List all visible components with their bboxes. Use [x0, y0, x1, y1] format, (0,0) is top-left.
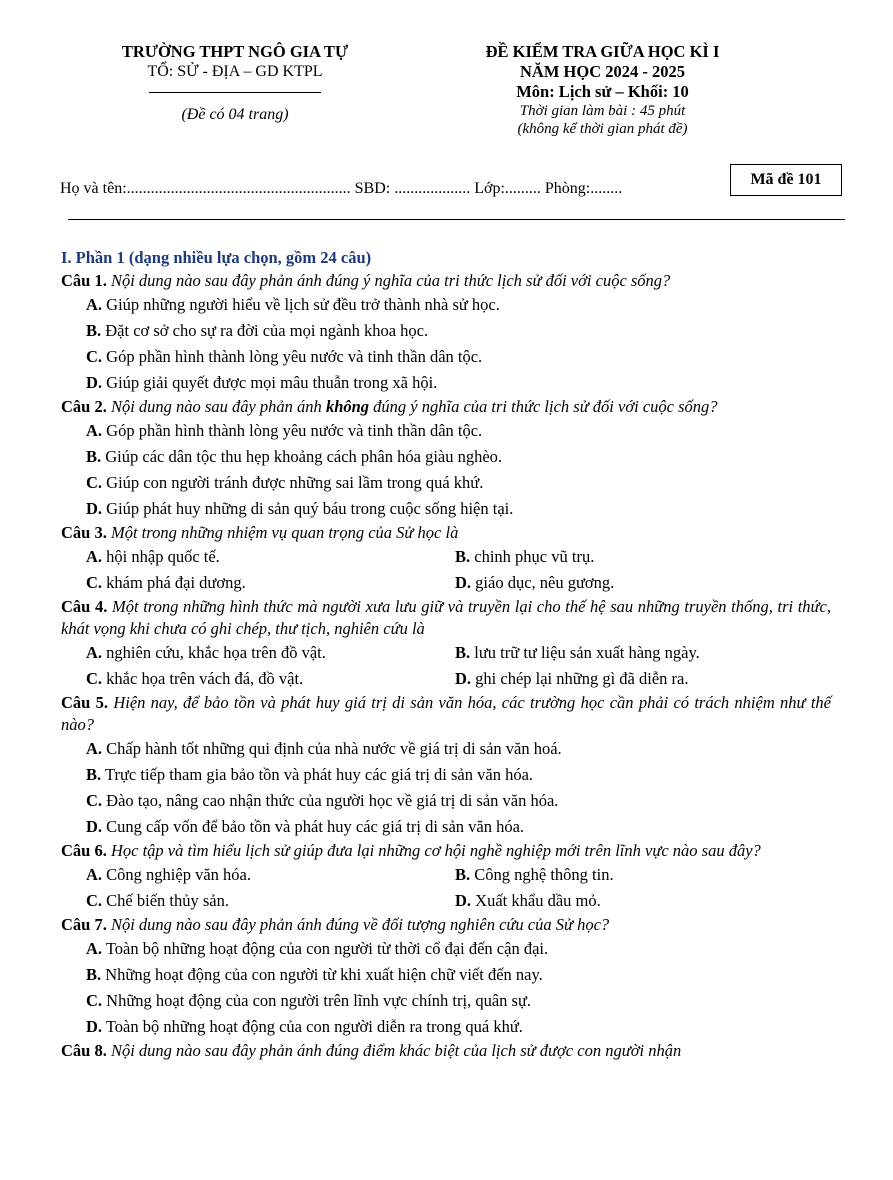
- option-text: nghiên cứu, khắc họa trên đồ vật.: [106, 643, 326, 662]
- option-d: [86, 814, 831, 840]
- option-letter: C.: [86, 573, 103, 592]
- exam-content: [61, 246, 831, 1062]
- question-1: [61, 270, 831, 396]
- question-label: Câu 6.: [61, 841, 107, 860]
- header-divider: [68, 219, 845, 220]
- option-text: Những hoạt động của con người từ khi xuất hiện chữ viết đến nay.: [105, 965, 543, 984]
- header-rule: [149, 92, 321, 93]
- option-letter: C.: [86, 991, 103, 1010]
- option-text: Giúp những người hiểu về lịch sử đều trở thành nhà sử học.: [106, 295, 500, 314]
- option-d: [455, 666, 824, 692]
- option-text: Đào tạo, nâng cao nhận thức của người học về giá trị di sản văn hóa.: [106, 791, 559, 810]
- option-text: Toàn bộ những hoạt động của con người từ thời cổ đại đến cận đại.: [105, 939, 549, 958]
- option-text: chinh phục vũ trụ.: [474, 547, 595, 566]
- option-text: Giúp giải quyết được mọi mâu thuẫn trong xã hội.: [106, 373, 438, 392]
- option-letter: B.: [86, 447, 102, 466]
- stem-emphasis: không: [325, 397, 370, 416]
- option-text: Chấp hành tốt những qui định của nhà nước về giá trị di sản văn hoá.: [106, 739, 562, 758]
- option-letter: B.: [86, 765, 102, 784]
- question-stem: Nội dung nào sau đây phản ánh đúng điểm khác biệt của lịch sử được con người nhận: [110, 1041, 682, 1060]
- option-c: [86, 988, 831, 1014]
- school-year: NĂM HỌC 2024 - 2025: [520, 62, 685, 81]
- option-text: Công nghệ thông tin.: [474, 865, 614, 884]
- option-text: hội nhập quốc tế.: [106, 547, 220, 566]
- option-a: [86, 736, 831, 762]
- question-stem: [111, 397, 718, 416]
- option-letter: C.: [86, 891, 103, 910]
- student-info-line: Họ và tên:........................................................ SBD: ................... Lớp:......... Phòng:........: [60, 180, 623, 197]
- option-letter: C.: [86, 791, 103, 810]
- option-letter: A.: [86, 643, 103, 662]
- option-a: [86, 936, 831, 962]
- question-2: [61, 396, 831, 522]
- question-6: [61, 840, 831, 914]
- option-letter: D.: [86, 373, 103, 392]
- option-text: khắc họa trên vách đá, đồ vật.: [106, 669, 304, 688]
- exam-title: ĐỀ KIỂM TRA GIỮA HỌC KÌ I: [485, 42, 720, 61]
- question-stem: Học tập và tìm hiểu lịch sử giúp đưa lại những cơ hội nghề nghiệp mới trên lĩnh vực nào sau đây?: [110, 841, 761, 860]
- option-letter: C.: [86, 669, 103, 688]
- question-3: [61, 522, 831, 596]
- option-text: Công nghiệp văn hóa.: [106, 865, 251, 884]
- option-letter: D.: [455, 573, 472, 592]
- option-text: giáo dục, nêu gương.: [475, 573, 615, 592]
- option-text: lưu trữ tư liệu sản xuất hàng ngày.: [474, 643, 700, 662]
- question-label: Câu 8.: [61, 1041, 107, 1060]
- option-d: [86, 496, 831, 522]
- option-letter: A.: [86, 939, 103, 958]
- option-text: Cung cấp vốn để bảo tồn và phát huy các giá trị di sản văn hóa.: [106, 817, 525, 836]
- option-text: khám phá đại dương.: [106, 573, 246, 592]
- time-limit: Thời gian làm bài : 45 phút: [519, 103, 686, 119]
- option-letter: D.: [86, 1017, 103, 1036]
- department-name: TỔ: SỬ - ĐỊA – GD KTPL: [147, 63, 323, 80]
- option-text: Trực tiếp tham gia bảo tồn và phát huy các giá trị di sản văn hóa.: [104, 765, 534, 784]
- option-d: [455, 888, 824, 914]
- option-letter: A.: [86, 739, 103, 758]
- header-right: [450, 42, 755, 138]
- option-text: Góp phần hình thành lòng yêu nước và tinh thần dân tộc.: [106, 421, 483, 440]
- question-4: [61, 596, 831, 692]
- option-c: [86, 344, 831, 370]
- option-b: [455, 640, 824, 666]
- question-stem: Hiện nay, để bảo tồn và phát huy giá trị di sản văn hóa, các trường học cần phải có trách nhiệm như thế nào?: [61, 693, 832, 734]
- question-stem: Một trong những hình thức mà người xưa lưu giữ và truyền lại cho thế hệ sau những truyền thống, tri thức, khát vọng khi chưa có ghi chép, thư tịch, nghiên cứu là: [61, 597, 831, 638]
- option-a: [86, 292, 831, 318]
- stem-part: đúng ý nghĩa của tri thức lịch sử đối với cuộc sống?: [369, 397, 718, 416]
- question-label: Câu 2.: [61, 397, 107, 416]
- option-text: Giúp phát huy những di sản quý báu trong cuộc sống hiện tại.: [106, 499, 514, 518]
- school-name: TRƯỜNG THPT NGÔ GIA TỰ: [121, 42, 349, 61]
- option-c: [86, 470, 831, 496]
- option-a: [86, 640, 455, 666]
- option-letter: B.: [455, 547, 471, 566]
- option-letter: B.: [455, 643, 471, 662]
- subject-grade: Môn: Lịch sử – Khối: 10: [516, 82, 689, 101]
- option-a: [86, 544, 455, 570]
- option-letter: D.: [86, 817, 103, 836]
- option-letter: C.: [86, 473, 103, 492]
- question-8: [61, 1040, 831, 1062]
- option-letter: B.: [86, 321, 102, 340]
- option-b: [455, 544, 824, 570]
- header-left: [60, 42, 410, 125]
- question-5: [61, 692, 831, 840]
- option-letter: A.: [86, 421, 103, 440]
- option-a: [86, 418, 831, 444]
- option-b: [86, 444, 831, 470]
- option-text: Những hoạt động của con người trên lĩnh vực chính trị, quân sự.: [106, 991, 532, 1010]
- option-c: [86, 888, 455, 914]
- option-b: [86, 762, 831, 788]
- time-note: (không kể thời gian phát đề): [517, 121, 688, 137]
- option-letter: D.: [86, 499, 103, 518]
- option-c: [86, 666, 455, 692]
- exam-code-box: Mã đề 101: [730, 164, 842, 196]
- stem-part: Nội dung nào sau đây phản ánh: [110, 397, 326, 416]
- option-letter: A.: [86, 865, 103, 884]
- option-letter: C.: [86, 347, 103, 366]
- question-stem: Nội dung nào sau đây phản ánh đúng về đối tượng nghiên cứu của Sử học?: [110, 915, 610, 934]
- option-text: Toàn bộ những hoạt động của con người diễn ra trong quá khứ.: [105, 1017, 523, 1036]
- option-text: Đặt cơ sở cho sự ra đời của mọi ngành khoa học.: [105, 321, 429, 340]
- option-text: Giúp con người tránh được những sai lầm trong quá khứ.: [106, 473, 484, 492]
- option-letter: D.: [455, 669, 472, 688]
- option-text: Chế biến thủy sản.: [106, 891, 229, 910]
- part-title: I. Phần 1 (dạng nhiều lựa chọn, gồm 24 câu): [61, 248, 372, 267]
- option-b: [86, 318, 831, 344]
- option-b: [455, 862, 824, 888]
- pages-note: (Đề có 04 trang): [181, 106, 289, 123]
- question-label: Câu 7.: [61, 915, 107, 934]
- option-letter: D.: [455, 891, 472, 910]
- option-text: Góp phần hình thành lòng yêu nước và tinh thần dân tộc.: [106, 347, 483, 366]
- question-7: [61, 914, 831, 1040]
- option-text: Giúp các dân tộc thu hẹp khoảng cách phân hóa giàu nghèo.: [105, 447, 503, 466]
- option-c: [86, 570, 455, 596]
- option-d: [86, 1014, 831, 1040]
- option-letter: A.: [86, 547, 103, 566]
- question-label: Câu 4.: [61, 597, 108, 616]
- option-text: ghi chép lại những gì đã diễn ra.: [475, 669, 689, 688]
- question-stem: Nội dung nào sau đây phản ánh đúng ý nghĩa của tri thức lịch sử đối với cuộc sống?: [110, 271, 671, 290]
- question-stem: Một trong những nhiệm vụ quan trọng của Sử học là: [110, 523, 459, 542]
- option-letter: B.: [86, 965, 102, 984]
- option-d: [86, 370, 831, 396]
- option-a: [86, 862, 455, 888]
- option-d: [455, 570, 824, 596]
- option-c: [86, 788, 831, 814]
- option-text: Xuất khẩu dầu mỏ.: [475, 891, 601, 910]
- question-label: Câu 3.: [61, 523, 107, 542]
- option-b: [86, 962, 831, 988]
- question-label: Câu 5.: [61, 693, 109, 712]
- question-label: Câu 1.: [61, 271, 107, 290]
- option-letter: A.: [86, 295, 103, 314]
- option-letter: B.: [455, 865, 471, 884]
